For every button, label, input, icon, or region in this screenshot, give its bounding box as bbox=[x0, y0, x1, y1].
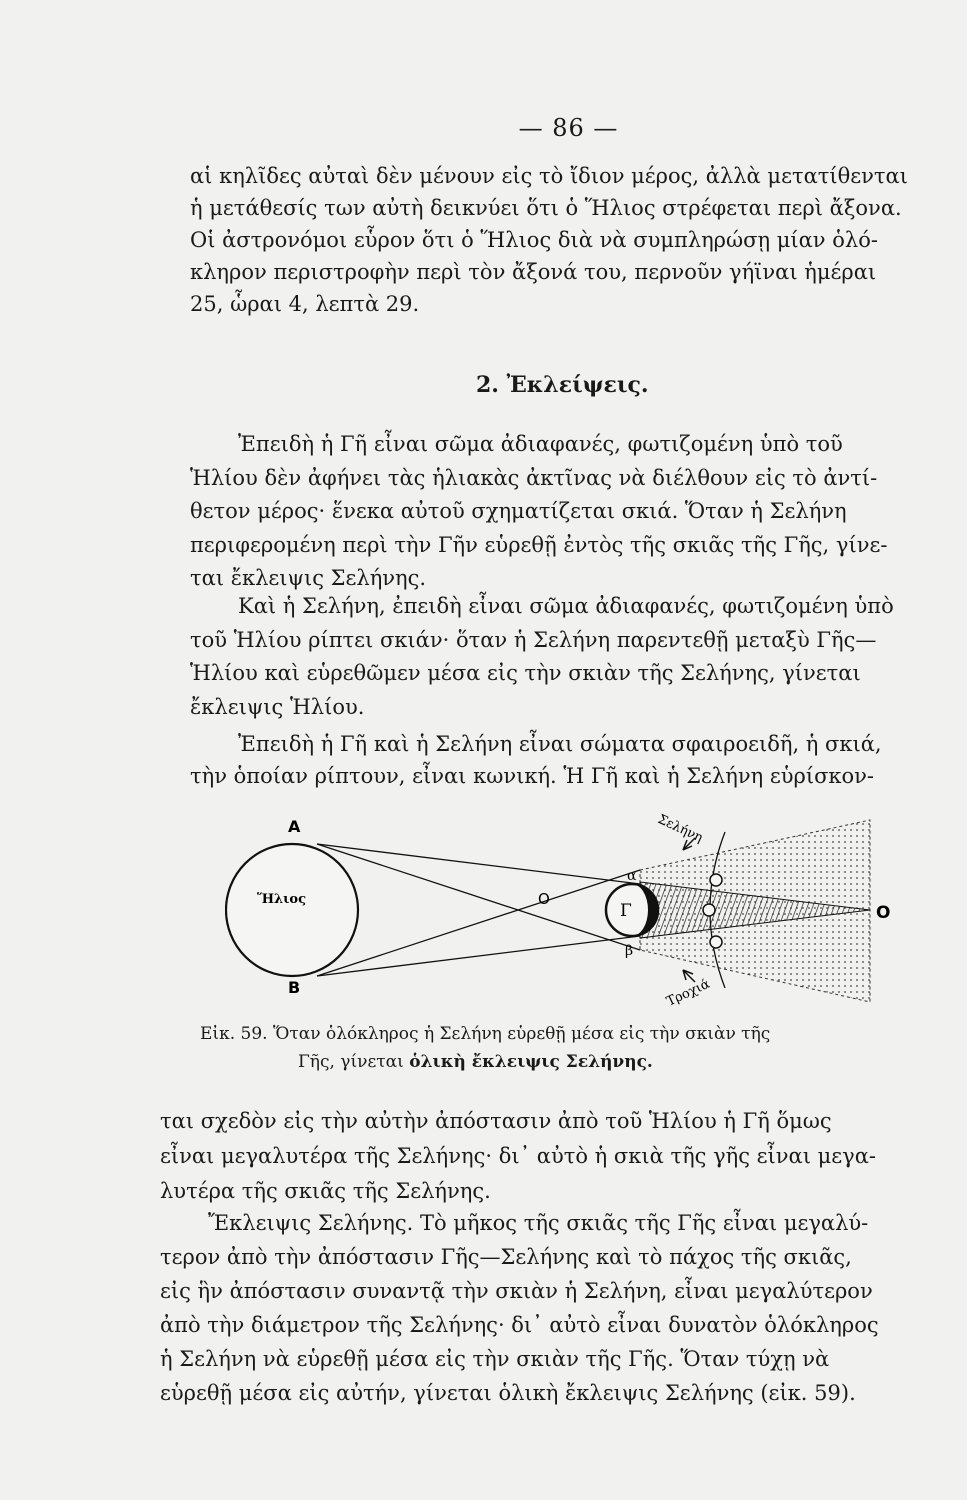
text-line: Ἐπειδὴ ἡ Γῆ εἶναι σῶμα ἀδιαφανές, φωτιζομένη ὑπὸ τοῦ bbox=[238, 432, 843, 456]
text-line: θετον μέρος· ἕνεκα αὐτοῦ σχηματίζεται σκιά. Ὅταν ἡ Σελήνη bbox=[190, 499, 847, 523]
text-line: Ἐπειδὴ ἡ Γῆ καὶ ἡ Σελήνη εἶναι σώματα σφαιροειδῆ, ἡ σκιά, bbox=[238, 732, 882, 756]
text-line: Ἡλίου δὲν ἀφήνει τὰς ἡλιακὰς ἀκτῖνας νὰ διέλθουν εἰς τὸ ἀντί- bbox=[190, 465, 878, 490]
text-line: Ἡλίου καὶ εὑρεθῶμεν μέσα εἰς τὴν σκιὰν τῆς Σελήνης, γίνεται bbox=[190, 661, 861, 685]
caption-bold: ὁλικὴ ἔκλειψις Σελήνης. bbox=[409, 1052, 653, 1072]
text-line: εἶναι μεγαλυτέρα τῆς Σελήνης· δι᾽ αὐτὸ ἡ σκιὰ τῆς γῆς εἶναι μεγα- bbox=[160, 1144, 876, 1168]
moon-circle bbox=[703, 904, 715, 916]
paragraph-sunspots bbox=[190, 160, 960, 320]
orbit-label-top: Σελήνη bbox=[655, 812, 705, 846]
paragraph-distance bbox=[160, 1104, 950, 1209]
text-line: λυτέρα τῆς σκιᾶς τῆς Σελήνης. bbox=[160, 1179, 491, 1203]
text-line: εὑρεθῇ μέσα εἰς αὐτήν, γίνεται ὁλικὴ ἔκλειψις Σελήνης (εἰκ. 59). bbox=[160, 1381, 856, 1405]
text-line: αἱ κηλῖδες αὐταὶ δὲν μένουν εἰς τὸ ἴδιον μέρος, ἀλλὰ μετατίθενται bbox=[190, 164, 908, 188]
label-b: B bbox=[288, 978, 301, 997]
figure-caption bbox=[200, 1020, 940, 1076]
sun-label: Ἥλιος bbox=[257, 892, 306, 907]
text-line: ἀπὸ τὴν διάμετρον τῆς Σελήνης· δι᾽ αὐτὸ εἶναι δυνατὸν ὁλόκληρος bbox=[160, 1313, 879, 1337]
tangent-line bbox=[317, 844, 640, 884]
text-line: κληρον περιστροφὴν περὶ τὸν ἄξονά του, περνοῦν γήϊναι ἡμέραι bbox=[190, 260, 877, 284]
moon-circle bbox=[710, 874, 722, 886]
paragraph-earth-shadow bbox=[190, 428, 960, 596]
arrow-icon bbox=[683, 970, 695, 982]
caption-line-2 bbox=[200, 1048, 940, 1076]
earth-label: Γ bbox=[620, 901, 632, 921]
label-alpha: α bbox=[627, 868, 637, 884]
eclipse-diagram bbox=[225, 810, 895, 1020]
page-number: — 86 — bbox=[518, 114, 619, 142]
section-heading: 2. Ἐκλείψεις. bbox=[476, 372, 649, 398]
tangent-line bbox=[317, 844, 640, 950]
sun-circle bbox=[226, 844, 358, 976]
text-line: περιφερομένη περὶ τὴν Γῆν εὑρεθῇ ἐντὸς τῆς σκιᾶς τῆς Γῆς, γίνε- bbox=[190, 532, 888, 557]
label-o-mid: O bbox=[538, 890, 550, 908]
paragraph-conical-shadow bbox=[190, 728, 960, 792]
tangent-line bbox=[317, 936, 640, 976]
text-line: ται σχεδὸν εἰς τὴν αὐτὴν ἀπόστασιν ἀπὸ τοῦ Ἡλίου ἡ Γῆ ὅμως bbox=[160, 1109, 832, 1133]
text-line: ἡ Σελήνη νὰ εὑρεθῇ μέσα εἰς τὴν σκιὰν τῆς Γῆς. Ὅταν τύχῃ νὰ bbox=[160, 1347, 830, 1371]
text-line: τὴν ὁποίαν ρίπτουν, εἶναι κωνική. Ἡ Γῆ καὶ ἡ Σελήνη εὑρίσκον- bbox=[190, 764, 875, 788]
paragraph-moon-shadow bbox=[190, 590, 960, 724]
orbit-label-bottom: Τροχιά bbox=[664, 976, 713, 1010]
paragraph-lunar-eclipse bbox=[160, 1206, 950, 1410]
caption-normal: Γῆς, γίνεται bbox=[298, 1052, 410, 1072]
label-a: A bbox=[288, 817, 301, 836]
text-line: ται ἔκλειψις Σελήνης. bbox=[190, 566, 427, 590]
label-beta: β bbox=[625, 943, 634, 959]
text-line: τοῦ Ἡλίου ρίπτει σκιάν· ὅταν ἡ Σελήνη παρεντεθῇ μεταξὺ Γῆς— bbox=[190, 627, 877, 652]
caption-line-1: Εἰκ. 59. Ὅταν ὁλόκληρος ἡ Σελήνη εὑρεθῇ μέσα εἰς τὴν σκιὰν τῆς bbox=[200, 1024, 771, 1044]
moon-circle bbox=[710, 936, 722, 948]
text-line: εἰς ἣν ἀπόστασιν συναντᾷ τὴν σκιὰν ἡ Σελήνη, εἶναι μεγαλύτερον bbox=[160, 1279, 873, 1303]
text-line: ἡ μετάθεσίς των αὐτὴ δεικνύει ὅτι ὁ Ἥλιος στρέφεται περὶ ἄξονα. bbox=[190, 196, 902, 220]
text-line: ἔκλειψις Ἡλίου. bbox=[190, 694, 365, 719]
text-line: 25, ὧραι 4, λεπτὰ 29. bbox=[190, 292, 420, 316]
text-line: Οἱ ἀστρονόμοι εὗρον ὅτι ὁ Ἥλιος διὰ νὰ συμπληρώσῃ μίαν ὁλό- bbox=[190, 228, 878, 252]
text-line: Καὶ ἡ Σελήνη, ἐπειδὴ εἶναι σῶμα ἀδιαφανές, φωτιζομένη ὑπὸ bbox=[238, 594, 894, 618]
text-line: Ἔκλειψις Σελήνης. Τὸ μῆκος τῆς σκιᾶς τῆς Γῆς εἶναι μεγαλύ- bbox=[208, 1211, 869, 1235]
tangent-line bbox=[317, 870, 640, 976]
text-line: τερον ἀπὸ τὴν ἀπόστασιν Γῆς—Σελήνης καὶ τὸ πάχος τῆς σκιᾶς, bbox=[160, 1245, 852, 1269]
label-o-end: O bbox=[876, 903, 891, 923]
